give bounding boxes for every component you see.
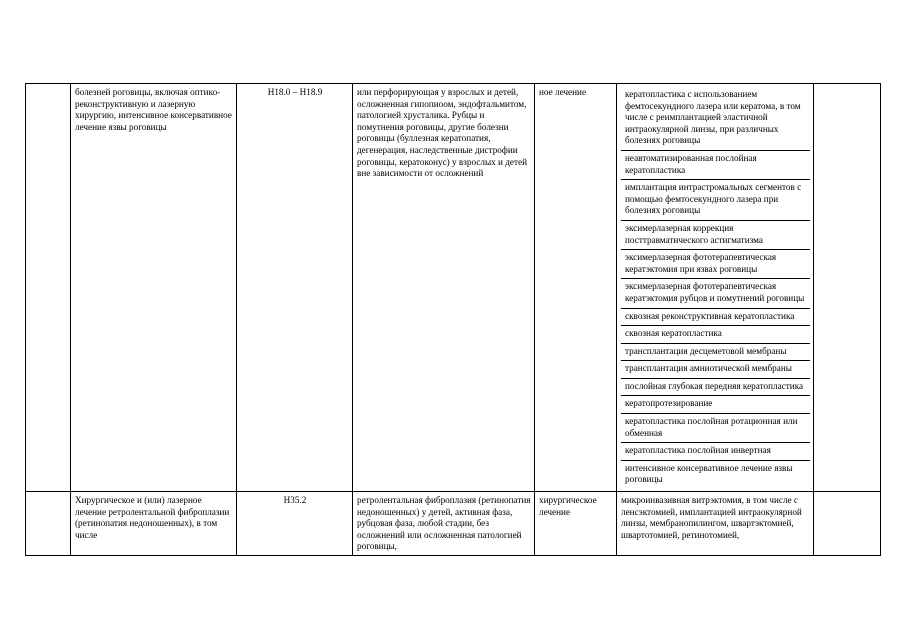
icd-codes-cell: H35.2 — [237, 492, 353, 556]
method-item: послойная глубокая передняя кератопластика — [621, 379, 810, 397]
cost-cell — [814, 84, 881, 492]
method-item: кератопластика с использованием фемтосекундного лазера или кератома, в том числе с реимплантацией эластичной интраокулярной линзы, при различных болезнях роговицы — [621, 87, 810, 151]
row-number-cell — [26, 492, 71, 556]
table-row — [26, 84, 881, 492]
method-item: неавтоматизированная послойная кератопластика — [621, 151, 810, 180]
procedures-table — [25, 83, 881, 556]
table-row — [26, 492, 881, 556]
care-type-cell: Хирургическое и (или) лазерное лечение ретролентальной фиброплазии (ретинопатия недоношенных), в том числе — [71, 492, 237, 556]
method-item: кератопротезирование — [621, 396, 810, 414]
method-item: эксимерлазерная коррекция посттравматического астигматизма — [621, 221, 810, 250]
patient-model-cell: ретролентальная фиброплазия (ретинопатия недоношенных) у детей, активная фаза, рубцовая фаза, любой стадии, без осложнений или осложненная патологией роговицы, — [353, 492, 535, 556]
treatment-type-cell: ное лечение — [535, 84, 617, 492]
method-item: трансплантация амниотической мембраны — [621, 361, 810, 379]
care-type-cell: болезней роговицы, включая оптико-реконструктивную и лазерную хирургию, интенсивное консервативное лечение язвы роговицы — [71, 84, 237, 492]
method-item: эксимерлазерная фототерапевтическая кератэктомия при язвах роговицы — [621, 250, 810, 279]
treatment-methods-cell — [617, 84, 814, 492]
treatment-type-cell: хирургическое лечение — [535, 492, 617, 556]
treatment-methods-cell: микроинвазивная витрэктомия, в том числе с ленсэктомией, имплантацией интраокулярной линзы, мембранопилингом, швартэктомией, швартотомией, ретинотомией, — [617, 492, 814, 556]
method-item: сквозная кератопластика — [621, 326, 810, 344]
method-item: трансплантация десцеметовой мембраны — [621, 344, 810, 362]
method-item: кератопластика послойная ротационная или обменная — [621, 414, 810, 443]
method-item: имплантация интрастромальных сегментов с помощью фемтосекундного лазера при болезнях роговицы — [621, 180, 810, 221]
icd-codes-cell: H18.0 – H18.9 — [237, 84, 353, 492]
method-item: сквозная реконструктивная кератопластика — [621, 309, 810, 327]
method-item: кератопластика послойная инвертная — [621, 443, 810, 461]
patient-model-cell: или перфорирующая у взрослых и детей, осложненная гипопиоом, эндофтальмитом, патологией хрусталика. Рубцы и помутнения роговицы, другие болезни роговицы (буллезная кератопатия, дегенерация, наследственные дистрофии роговицы, кератоконус) у взрослых и детей вне зависимости от осложнений — [353, 84, 535, 492]
row-number-cell — [26, 84, 71, 492]
method-item: эксимерлазерная фототерапевтическая кератэктомия рубцов и помутнений роговицы — [621, 279, 810, 308]
cost-cell — [814, 492, 881, 556]
methods-list — [621, 87, 810, 489]
method-item: интенсивное консервативное лечение язвы роговицы — [625, 462, 793, 485]
